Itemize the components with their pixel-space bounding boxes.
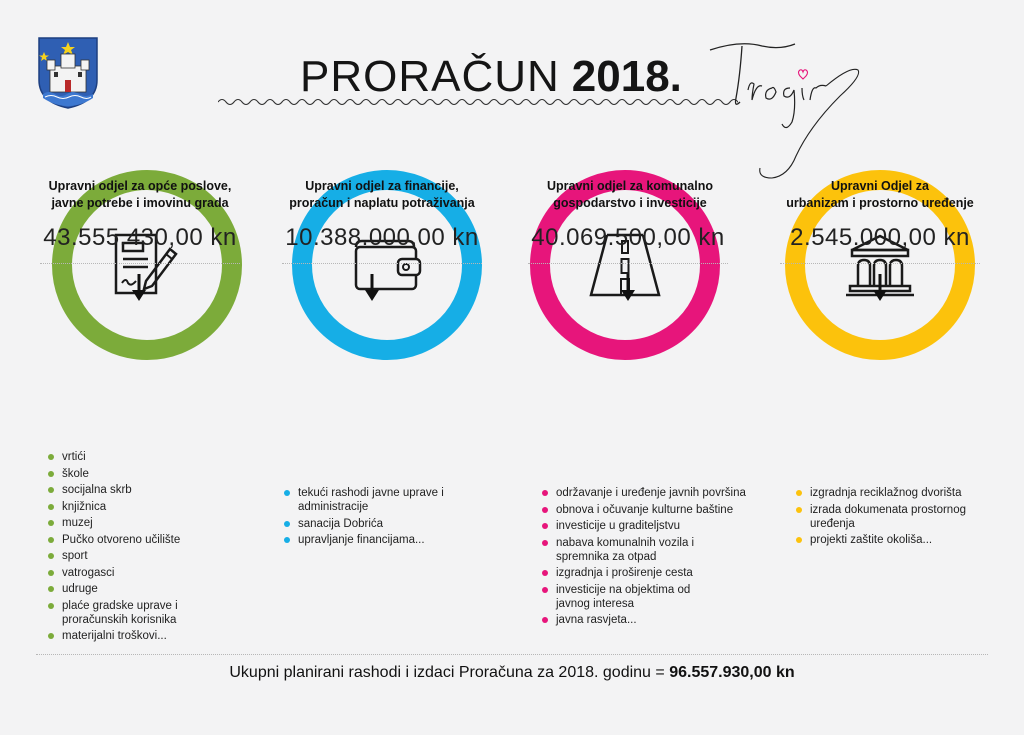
list-general: [48, 450, 278, 646]
list-finance: [284, 486, 464, 550]
dept-amount-general: 43.555.430,00 kn: [43, 224, 237, 251]
divider: [528, 263, 728, 264]
list-item: izrada dokumenata prostornog uređenja: [796, 503, 966, 531]
dept-title-urbanism: Upravni Odjel za urbanizam i prostorno uređenje: [786, 179, 974, 210]
list-item: investicije u graditeljstvu: [542, 519, 762, 533]
list-item: škole: [48, 467, 278, 481]
list-item: održavanje i uređenje javnih površina: [542, 486, 762, 500]
divider: [282, 263, 482, 264]
list-item: vrtići: [48, 450, 278, 464]
arrow-down-icon: [365, 274, 379, 302]
list-item: udruge: [48, 582, 278, 596]
list-urbanism: [796, 486, 986, 550]
list-item: obnova i očuvanje kulturne baštine: [542, 503, 762, 517]
list-item: izgradnja i proširenje cesta: [542, 566, 762, 580]
list-item: javna rasvjeta...: [542, 613, 762, 627]
list-item: Pučko otvoreno učilište: [48, 533, 278, 547]
total-amount: 96.557.930,00 kn: [669, 664, 795, 681]
total-summary: [0, 664, 1024, 682]
list-item: sanacija Dobrića: [284, 517, 464, 531]
divider: [780, 263, 980, 264]
list-item: tekući rashodi javne uprave i administracije: [284, 486, 464, 514]
wavy-underline: [218, 96, 738, 108]
dept-title-general: Upravni odjel za opće poslove, javne potrebe i imovinu grada: [48, 179, 232, 210]
list-item: plaće gradske uprave i proračunskih korisnika: [48, 599, 218, 627]
dept-title-communal: Upravni odjel za komunalno gospodarstvo i investicije: [547, 179, 713, 210]
list-item: projekti zaštite okoliša...: [796, 533, 986, 547]
arrow-down-icon: [132, 274, 146, 302]
title-word: PRORAČUN: [300, 52, 560, 101]
dept-amount-communal: 40.069.500,00 kn: [531, 224, 725, 251]
list-communal: [542, 486, 762, 630]
title-year: 2018.: [571, 52, 682, 101]
divider: [40, 263, 240, 264]
dept-amount-finance: 10.388.000,00 kn: [285, 224, 479, 251]
footer-divider: [36, 654, 988, 655]
arrow-down-icon: [873, 274, 887, 302]
list-item: materijalni troškovi...: [48, 629, 278, 643]
list-item: muzej: [48, 516, 278, 530]
dept-title-finance: Upravni odjel za financije, proračun i naplatu potraživanja: [289, 179, 475, 210]
list-item: upravljanje financijama...: [284, 533, 464, 547]
city-crest-logo: [37, 36, 99, 110]
list-item: izgradnja reciklažnog dvorišta: [796, 486, 986, 500]
list-item: sport: [48, 549, 278, 563]
trogir-signature-logo: [700, 36, 870, 186]
dept-amount-urbanism: 2.545.000,00 kn: [790, 224, 970, 251]
list-item: vatrogasci: [48, 566, 278, 580]
arrow-down-icon: [621, 274, 635, 302]
list-item: nabava komunalnih vozila i spremnika za otpad: [542, 536, 722, 564]
list-item: socijalna skrb: [48, 483, 278, 497]
total-label: Ukupni planirani rashodi i izdaci Proračuna za 2018. godinu =: [229, 664, 665, 681]
list-item: investicije na objektima od javnog interesa: [542, 583, 722, 611]
list-item: knjižnica: [48, 500, 278, 514]
